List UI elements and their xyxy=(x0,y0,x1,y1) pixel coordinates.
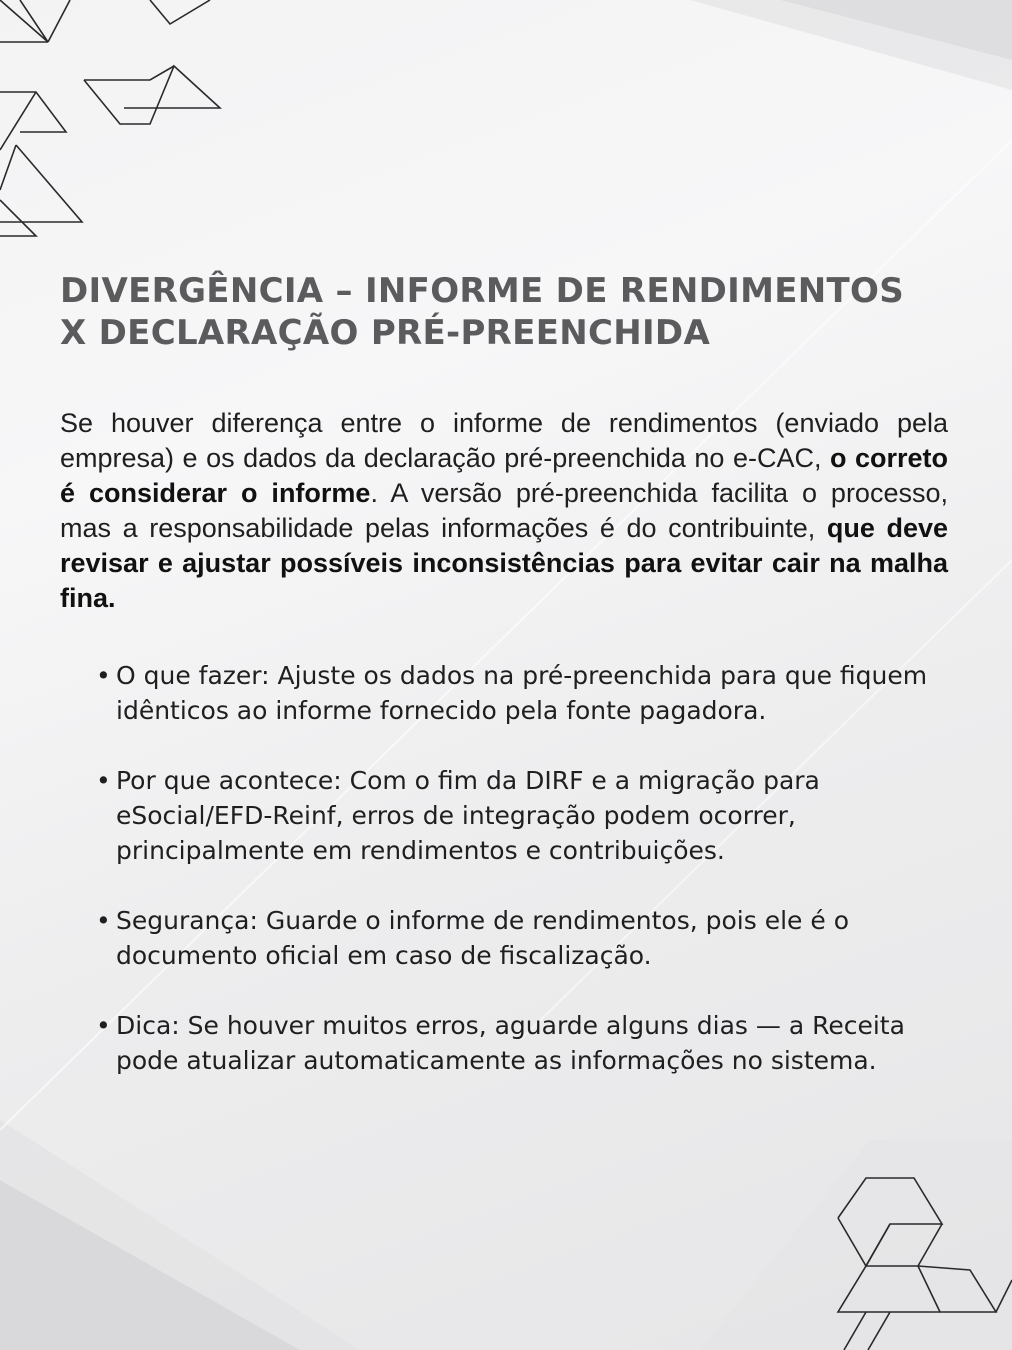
intro-text-2: . A versão pré-preenchida facilita o processo, mas a responsabilidade pelas informações é do contribuinte, xyxy=(60,478,948,543)
bullet-icon: • xyxy=(96,661,111,690)
list-item xyxy=(60,903,956,973)
list-item xyxy=(60,763,956,868)
list-item xyxy=(60,658,956,728)
intro-bold-2: que deve revisar e ajustar possíveis inconsistências para evitar cair na malha fina. xyxy=(60,513,949,613)
list-item-text: Dica: Se houver muitos erros, aguarde alguns dias — a Receita pode atualizar automaticamente as informações no sistema. xyxy=(116,1011,905,1075)
page-title xyxy=(60,270,948,354)
intro-paragraph xyxy=(60,406,948,616)
title-line-2: X DECLARAÇÃO PRÉ-PREENCHIDA xyxy=(60,313,711,353)
list-item-text: O que fazer: Ajuste os dados na pré-preenchida para que fiquem idênticos ao informe fornecido pela fonte pagadora. xyxy=(116,661,928,725)
bullet-icon: • xyxy=(96,766,111,795)
list-item xyxy=(60,1008,956,1078)
tips-list xyxy=(60,658,948,1078)
intro-text-1: Se houver diferença entre o informe de rendimentos (enviado pela empresa) e os dados da declaração pré-preenchida no e-CAC, xyxy=(60,408,948,473)
top-left-geometric-art xyxy=(0,0,220,236)
intro-bold-1: o correto é considerar o informe xyxy=(60,443,948,508)
list-item-text: Segurança: Guarde o informe de rendimentos, pois ele é o documento oficial em caso de fiscalização. xyxy=(116,906,849,970)
title-line-1: DIVERGÊNCIA – INFORME DE RENDIMENTOS xyxy=(60,271,904,311)
list-item-text: Por que acontece: Com o fim da DIRF e a migração para eSocial/EFD-Reinf, erros de integração podem ocorrer, principalmente em rendimentos e contribuições. xyxy=(116,766,820,865)
main-content xyxy=(60,270,948,1113)
bottom-right-panel xyxy=(700,1140,1012,1350)
bullet-icon: • xyxy=(96,1011,111,1040)
bullet-icon: • xyxy=(96,906,111,935)
